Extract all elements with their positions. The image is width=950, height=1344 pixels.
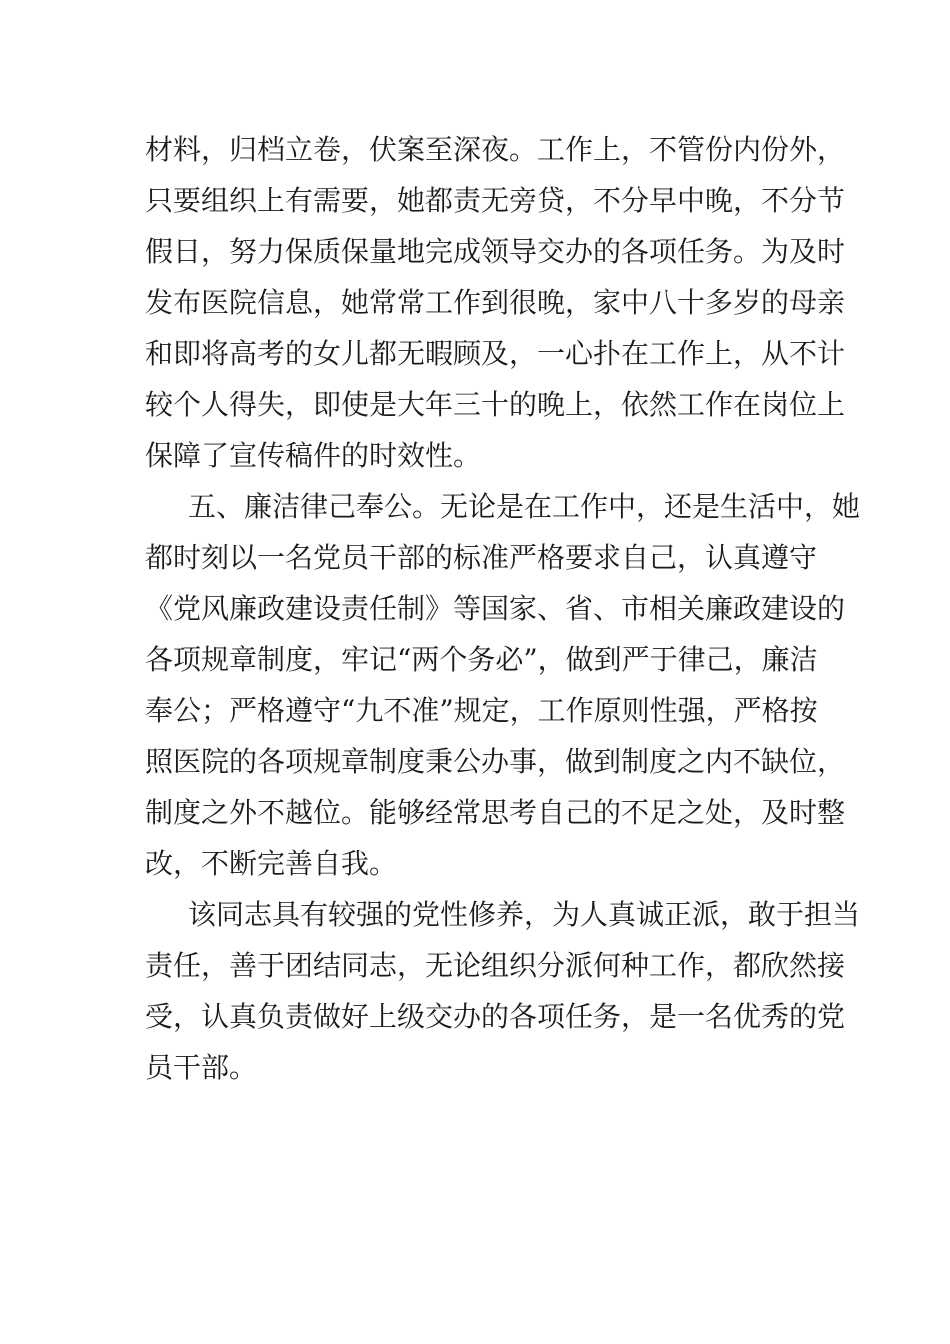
paragraph-line: 保障了宣传稿件的时效性。: [145, 439, 482, 472]
document-body: [145, 124, 861, 1093]
paragraph-line: 受，认真负责做好上级交办的各项任务，是一名优秀的党: [145, 1000, 846, 1033]
paragraph-line: 该同志具有较强的党性修养，为人真诚正派，敢于担当: [188, 898, 861, 931]
paragraph-line: 改，不断完善自我。: [145, 847, 398, 880]
paragraph-line: 材料，归档立卷，伏案至深夜。工作上，不管份内份外，: [145, 133, 846, 166]
paragraph-line: 假日，努力保质保量地完成领导交办的各项任务。为及时: [145, 235, 846, 268]
paragraph-line: 五、廉洁律己奉公。无论是在工作中，还是生活中，她: [188, 490, 861, 523]
paragraph-line: 发布医院信息，她常常工作到很晚，家中八十多岁的母亲: [145, 286, 846, 319]
paragraph-line: 各项规章制度，牢记“两个务必”，做到严于律己，廉洁: [145, 643, 818, 676]
paragraph-line: 较个人得失，即使是大年三十的晚上，依然工作在岗位上: [145, 388, 846, 421]
paragraph-line: 员干部。: [145, 1051, 258, 1084]
paragraph-line: 照医院的各项规章制度秉公办事，做到制度之内不缺位，: [145, 745, 846, 778]
paragraph-line: 《党风廉政建设责任制》等国家、省、市相关廉政建设的: [145, 592, 846, 625]
paragraph-line: 都时刻以一名党员干部的标准严格要求自己，认真遵守: [145, 541, 818, 574]
paragraph-line: 制度之外不越位。能够经常思考自己的不足之处，及时整: [145, 796, 846, 829]
paragraph-continued-work-dedication: [145, 124, 846, 481]
paragraph-conclusion: [145, 889, 861, 1093]
paragraph-line: 和即将高考的女儿都无暇顾及，一心扑在工作上，从不计: [145, 337, 846, 370]
paragraph-line: 责任，善于团结同志，无论组织分派何种工作，都欣然接: [145, 949, 846, 982]
paragraph-line: 奉公；严格遵守“九不准”规定，工作原则性强，严格按: [145, 694, 818, 727]
paragraph-line: 只要组织上有需要，她都责无旁贷，不分早中晚，不分节: [145, 184, 846, 217]
paragraph-integrity-section: [145, 481, 861, 889]
